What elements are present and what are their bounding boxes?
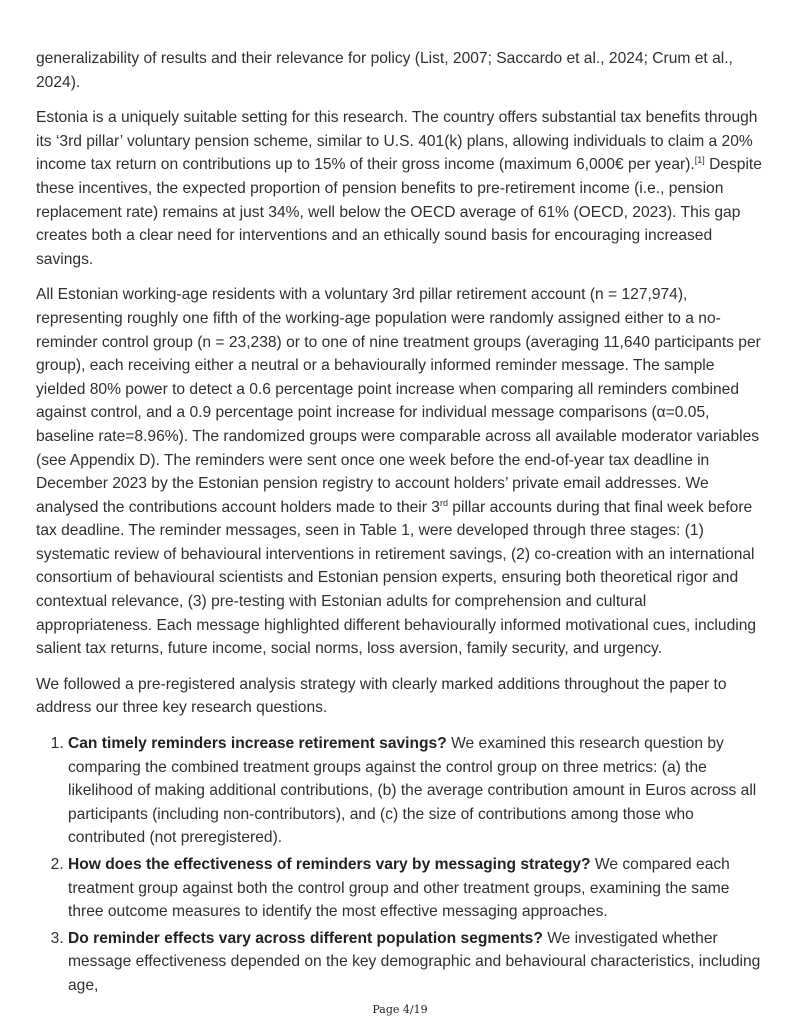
question-body: We examined this research question by comparing the combined treatment groups against the control group on three metrics: (a) the likelihood of making additional contributions, (b) the average contribution amount in Euros across all participants (including non-contributors), and (c) the size of contributions among those who contributed (not preregistered). [68, 735, 757, 847]
document-page [36, 47, 766, 1001]
paragraph-text: All Estonian working-age residents with a voluntary 3rd pillar retirement account (n = 127,974), representing roughly one fifth of the working-age population were randomly assigned either to a no-reminder control group (n = 23,238) or to one of nine treatment groups (averaging 11,640 participants per group), each receiving either a neutral or a behaviourally informed reminder message. The sample yielded 80% power to detect a 0.6 percentage point increase when comparing all reminders combined against control, and a 0.9 percentage point increase for individual message comparisons (α=0.05, baseline rate=8.96%). The randomized groups were comparable across all available moderator variables (see Appendix D). The reminders were sent once one week before the end-of-year tax deadline in December 2023 by the Estonian pension registry to account holders’ private email addresses. We analysed the contributions account holders made to their 3 [36, 286, 761, 516]
ordinal-superscript: rd [439, 497, 448, 508]
paragraph-text: Despite these incentives, the expected proportion of pension benefits to pre-retirement income (i.e., pension replacement rate) remains at just 34%, well below the OECD average of 61% (OECD, 2023). This gap creates both a clear need for interventions and an ethically sound basis for encouraging increased savings. [36, 156, 762, 268]
paragraph-text: Estonia is a uniquely suitable setting for this research. The country offers substantial tax benefits through its ‘3rd pillar’ voluntary pension scheme, similar to U.S. 401(k) plans, allowing individuals to claim a 20% income tax return on contributions up to 15% of their gross income (maximum 6,000€ per year). [36, 109, 758, 174]
paragraph-text: generalizability of results and their relevance for policy (List, 2007; Saccardo et al., 2024; Crum et al., 2024). [36, 50, 733, 91]
paragraph-continuation [36, 47, 766, 94]
page-number: Page 4/19 [372, 1003, 428, 1016]
paragraph-study-design [36, 283, 766, 661]
question-heading: Do reminder effects vary across different population segments? [68, 929, 543, 947]
question-body: We investigated whether message effectiveness depended on the key demographic and behavioural characteristics, including age, [68, 929, 761, 994]
question-heading: Can timely reminders increase retirement savings? [68, 735, 447, 753]
footnote-ref[interactable]: [1] [694, 155, 705, 166]
paragraph-estonia-setting [36, 106, 766, 271]
paragraph-text: We followed a pre-registered analysis strategy with clearly marked additions throughout the paper to address our three key research questions. [36, 675, 727, 717]
list-item [68, 732, 766, 850]
question-body: We compared each treatment group against both the control group and other treatment groups, examining the same three outcome measures to identify the most effective messaging approaches. [68, 856, 730, 921]
paragraph-analysis-strategy [36, 673, 766, 720]
research-questions-list [36, 732, 766, 998]
list-item [68, 927, 766, 998]
paragraph-text: pillar accounts during that final week before tax deadline. The reminder messages, seen in Table 1, were developed through three stages: (1) systematic review of behavioural interventions in retirement savings, (2) co-creation with an international consortium of behavioural scientists and Estonian pension experts, ensuring both theoretical rigor and contextual relevance, (3) pre-testing with Estonian adults for comprehension and cultural appropriateness. Each message highlighted different behaviourally informed motivational cues, including salient tax returns, future income, social norms, loss aversion, family security, and urgency. [36, 498, 757, 658]
list-item [68, 853, 766, 924]
question-heading: How does the effectiveness of reminders vary by messaging strategy? [68, 856, 591, 873]
